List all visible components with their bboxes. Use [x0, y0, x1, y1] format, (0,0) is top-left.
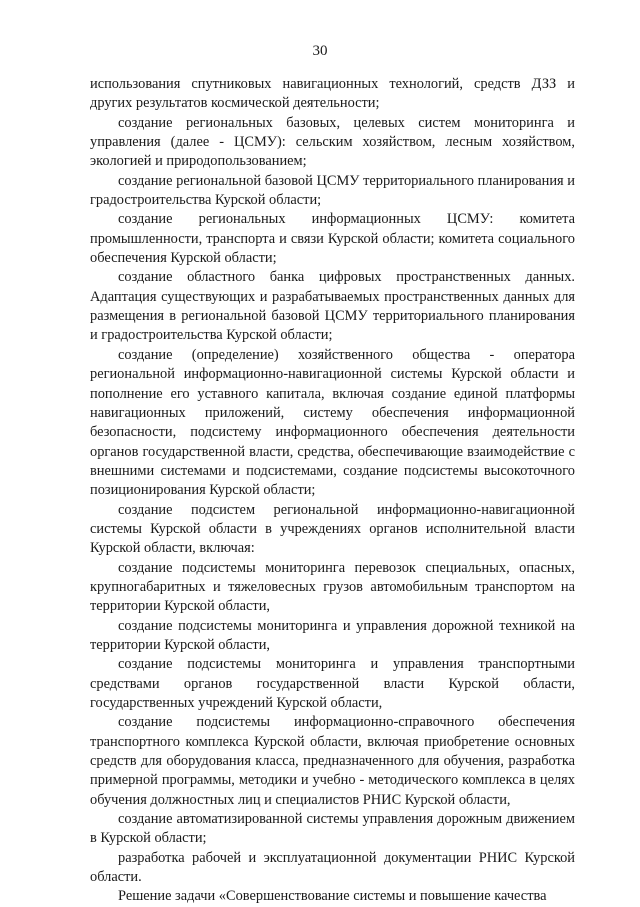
paragraph: использования спутниковых навигационных технологий, средств ДЗЗ и других результатов космической деятельности; — [90, 76, 575, 112]
paragraph: создание областного банка цифровых пространственных данных. Адаптация существующих и разрабатываемых пространственных данных для размещения в региональной базовой ЦСМУ территориального планирования и градостроительства Курской области; — [90, 269, 575, 344]
document-body — [90, 75, 575, 907]
page-number: 30 — [312, 43, 328, 59]
paragraph: создание подсистемы мониторинга и управления транспортными средствами органов государственной власти Курской области, государственных учреждений Курской области, — [90, 656, 575, 711]
paragraph: Решение задачи «Совершенствование системы и повышение качества — [118, 888, 547, 905]
paragraph: разработка рабочей и эксплуатационной документации РНИС Курской области. — [90, 849, 575, 886]
paragraph: создание автоматизированной системы управления дорожным движением в Курской области; — [90, 811, 575, 847]
paragraph: создание подсистемы информационно-справочного обеспечения транспортного комплекса Курской области, включая приобретение основных средств для оборудования класса, предназначенного для обучения, разработка примерной программы, методики и учебно - методического комплекса в целях обучения должностных лиц и специалистов РНИС Курской области, — [90, 714, 575, 808]
paragraph: создание подсистемы мониторинга и управления дорожной техникой на территории Курской области, — [90, 617, 575, 653]
paragraph: создание (определение) хозяйственного общества - оператора региональной информационно-навигационной системы Курской области и пополнение его уставного капитала, включая создание единой платформы навигационных приложений, систему обеспечения информационной безопасности, подсистему информационного обеспечения деятельности органов государственной власти, средства, обеспечивающие взаимодействие с внешними системами и подсистемами, создание подсистемы высокоточного позиционирования Курской области; — [90, 346, 575, 499]
paragraph: создание подсистемы мониторинга перевозок специальных, опасных, крупногабаритных и тяжеловесных грузов автомобильным транспортом на территории Курской области, — [90, 559, 575, 615]
paragraph: создание подсистем региональной информационно-навигационной системы Курской области в учреждениях органов исполнительной власти Курской области, включая: — [90, 501, 575, 557]
paragraph: создание региональной базовой ЦСМУ территориального планирования и градостроительства Курской области; — [90, 172, 575, 209]
paragraph: создание региональных базовых, целевых систем мониторинга и управления (далее - ЦСМУ): сельским хозяйством, лесным хозяйством, экологией и природопользованием; — [90, 114, 575, 170]
paragraph: создание региональных информационных ЦСМУ: комитета промышленности, транспорта и связи Курской области; комитета социального обеспечения Курской области; — [90, 211, 575, 267]
